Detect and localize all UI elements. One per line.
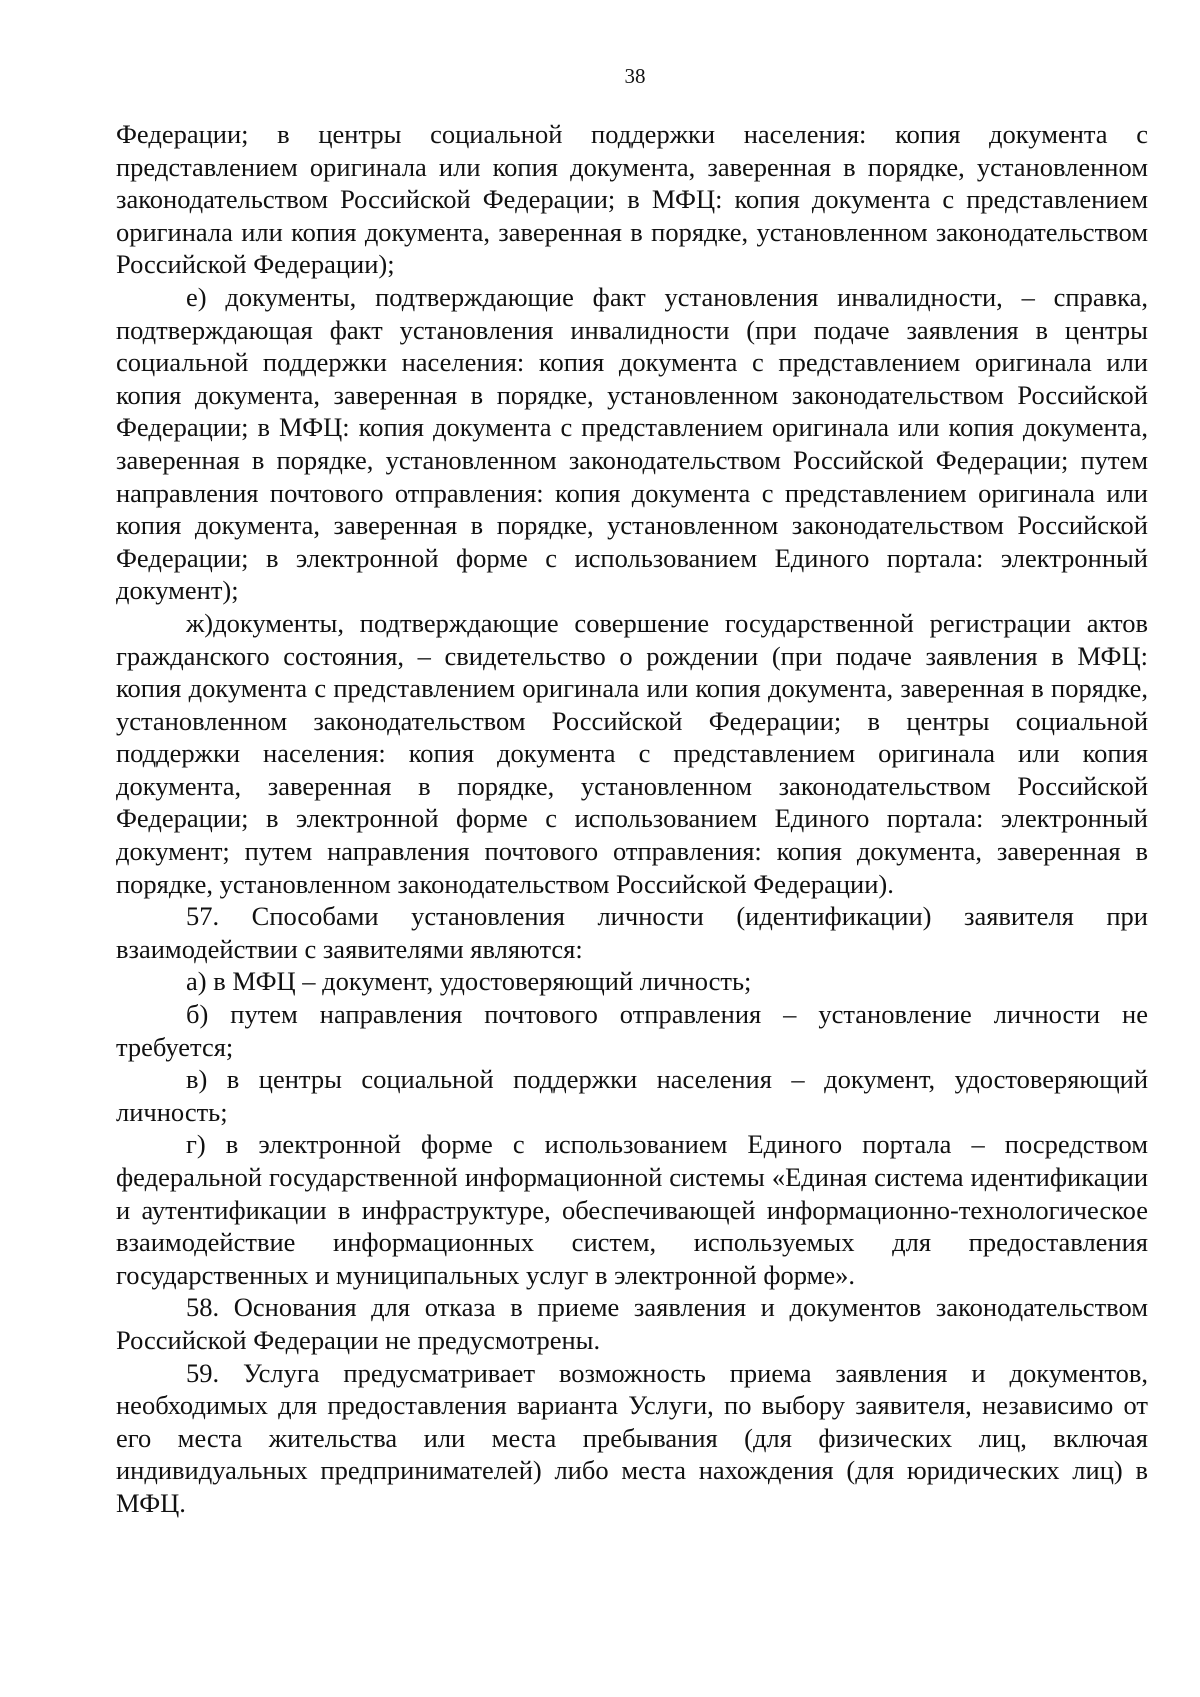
paragraph-57-a: а) в МФЦ – документ, удостоверяющий личность; — [186, 966, 752, 997]
paragraph-57: 57. Способами установления личности (идентификации) заявителя при взаимодействии с заявителями являются: — [116, 901, 1148, 964]
paragraph-57-b: б) путем направления почтового отправления – установление личности не требуется; — [116, 999, 1148, 1062]
paragraph-item-zh: ж)документы, подтверждающие совершение государственной регистрации актов гражданского состояния, – свидетельство о рождении (при подаче заявления в МФЦ: копия документа с представлением оригинала или копия документа, заверенная в порядке, установленном законодательством Российской Федерации; в центры социальной поддержки населения: копия документа с представлением оригинала или копия документа, заверенная в порядке, установленном законодательством Российской Федерации; в электронной форме с использованием Единого портала: электронный документ; путем направления почтового отправления: копия документа, заверенная в порядке, установленном законодательством Российской Федерации). — [116, 607, 1148, 899]
paragraph-continuation: Федерации; в центры социальной поддержки населения: копия документа с представлением оригинала или копия документа, заверенная в порядке, установленном законодательством Российской Федерации; в МФЦ: копия документа с представлением оригинала или копия документа, заверенная в порядке, установленном законодательством Российской Федерации); — [116, 119, 1148, 280]
paragraph-58: 58. Основания для отказа в приеме заявления и документов законодательством Российской Федерации не предусмотрены. — [116, 1292, 1148, 1355]
paragraph-59: 59. Услуга предусматривает возможность приема заявления и документов, необходимых для предоставления варианта Услуги, по выбору заявителя, независимо от его места жительства или места пребывания (для физических лиц, включая индивидуальных предпринимателей) либо места нахождения (для юридических лиц) в МФЦ. — [116, 1357, 1148, 1518]
paragraph-item-e: е) документы, подтверждающие факт установления инвалидности, – справка, подтверждающая факт установления инвалидности (при подаче заявления в центры социальной поддержки населения: копия документа с представлением оригинала или копия документа, заверенная в порядке, установленном законодательством Российской Федерации; в МФЦ: копия документа с представлением оригинала или копия документа, заверенная в порядке, установленном законодательством Российской Федерации; путем направления почтового отправления: копия документа с представлением оригинала или копия документа, заверенная в порядке, установленном законодательством Российской Федерации; в электронной форме с использованием Единого портала: электронный документ); — [116, 281, 1148, 606]
page-number: 38 — [624, 64, 646, 88]
paragraph-57-g: г) в электронной форме с использованием Единого портала – посредством федеральной государственной информационной системы «Единая система идентификации и аутентификации в инфраструктуре, обеспечивающей информационно-технологическое взаимодействие информационных систем, используемых для предоставления государственных и муниципальных услуг в электронной форме». — [116, 1129, 1148, 1290]
paragraph-57-v: в) в центры социальной поддержки населения – документ, удостоверяющий личность; — [116, 1064, 1148, 1127]
document-body — [116, 118, 1148, 1520]
